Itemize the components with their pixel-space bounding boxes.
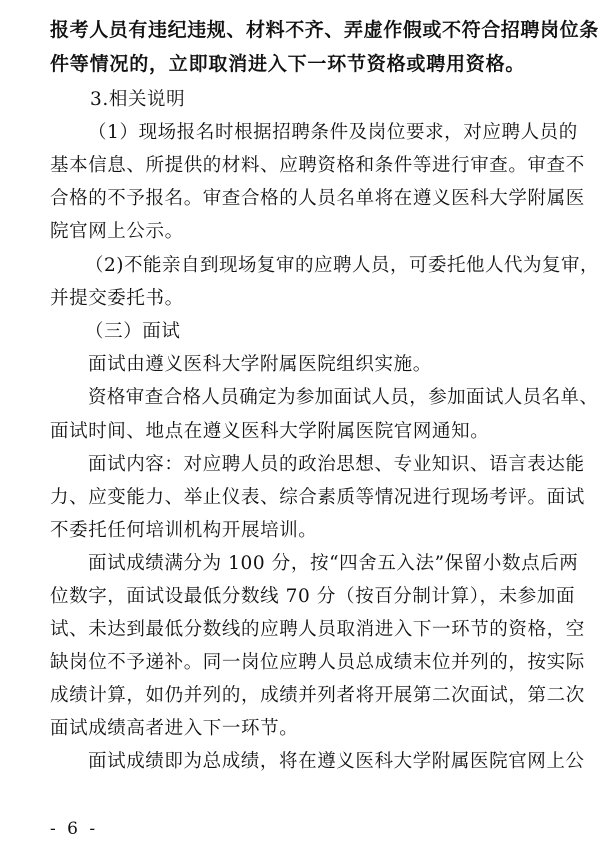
para-onsite-line-3: 合格的不予报名。审查合格的人员名单将在遵义医科大学附属医 xyxy=(50,188,585,209)
para-score-line-4: 缺岗位不予递补。同一岗位应聘人员总成绩末位并列的，按实际 xyxy=(50,652,585,673)
para-onsite-line-2: 基本信息、所提供的材料、应聘资格和条件等进行审查。审查不 xyxy=(50,155,585,176)
para-discipline-line-1: 报考人员有违纪违规、材料不齐、弄虚作假或不符合招聘岗位条 xyxy=(50,19,599,41)
para-proxy-line-1: （2)不能亲自到现场复审的应聘人员，可委托他人代为复审， xyxy=(85,255,599,276)
para-score-line-1: 面试成绩满分为 100 分，按“四舍五入法”保留小数点后两 xyxy=(88,553,579,574)
page-number: - 6 - xyxy=(50,819,99,839)
para-score-line-5: 成绩计算，如仍并列的，成绩并列者将开展第二次面试，第二次 xyxy=(50,685,585,706)
para-content-line-3: 不委托任何培训机构开展培训。 xyxy=(50,520,318,541)
para-discipline-line-2: 件等情况的，立即取消进入下一环节资格或聘用资格。 xyxy=(50,53,526,75)
section-heading-interview: （三）面试 xyxy=(85,321,181,342)
para-content-line-1: 面试内容：对应聘人员的政治思想、专业知识、语言表达能 xyxy=(88,454,585,475)
para-onsite-line-1: （1）现场报名时根据招聘条件及岗位要求，对应聘人员的 xyxy=(88,122,578,143)
para-candidates-line-2: 面试时间、地点在遵义医科大学附属医院官网通知。 xyxy=(50,421,490,442)
para-content-line-2: 力、应变能力、举止仪表、综合素质等情况进行现场考评。面试 xyxy=(50,487,585,508)
para-proxy-line-2: 并提交委托书。 xyxy=(50,288,184,309)
para-total-line-1: 面试成绩即为总成绩，将在遵义医科大学附属医院官网上公 xyxy=(88,751,585,772)
para-score-line-6: 面试成绩高者进入下一环节。 xyxy=(50,718,299,739)
section-heading-related-notes: 3.相关说明 xyxy=(90,89,186,110)
para-score-line-2: 位数字，面试设最低分数线 70 分（按百分制计算），未参加面 xyxy=(50,586,576,607)
para-score-line-3: 试、未达到最低分数线的应聘人员取消进入下一环节的资格，空 xyxy=(50,619,585,640)
para-organizer-line-1: 面试由遵义医科大学附属医院组织实施。 xyxy=(88,354,432,375)
para-candidates-line-1: 资格审查合格人员确定为参加面试人员，参加面试人员名单、 xyxy=(88,387,599,408)
para-onsite-line-4: 院官网上公示。 xyxy=(50,221,184,242)
